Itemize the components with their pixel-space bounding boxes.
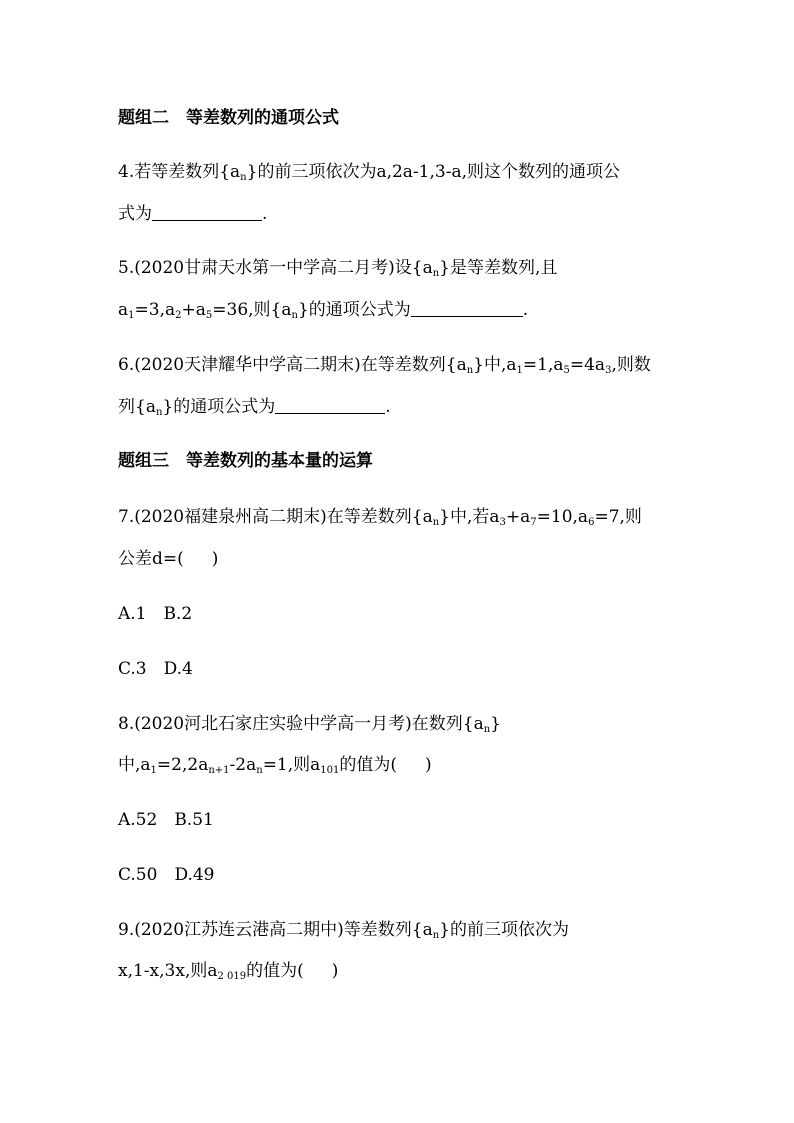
option-c[interactable]: C.3 <box>118 659 147 679</box>
question-8-line-2: 中$,a_1=2,2a_{n+1}-2a_n=1$,则$a_{101}$的值为( ) <box>118 755 432 776</box>
question-6-line-1: 6.(2020天津耀华中学高二期末)在等差数列$\{a_n\}$中$,a_1=1,a_5=4a_3$,则数 <box>118 355 651 376</box>
option-b[interactable]: B.51 <box>174 810 214 830</box>
option-a[interactable]: A.52 <box>118 810 158 830</box>
question-8-line-1: 8.(2020河北石家庄实验中学高一月考)在数列$\{a_n\}$ <box>118 714 501 735</box>
question-6-line-2: 列$\{a_n\}$的通项公式为 . <box>118 397 391 418</box>
answer-blank[interactable] <box>275 397 385 414</box>
question-8-options-ab <box>118 808 214 832</box>
question-4-line-2: 式为 . <box>118 204 268 224</box>
option-b[interactable]: B.2 <box>163 604 193 624</box>
answer-blank[interactable] <box>152 204 262 221</box>
question-7-options-ab <box>118 602 192 626</box>
question-5-line-1: 5.(2020甘肃天水第一中学高二月考)设$\{a_n\}$是等差数列,且 <box>118 258 558 279</box>
section-heading-group-3: 题组三 等差数列的基本量的运算 <box>118 451 373 471</box>
answer-blank[interactable] <box>411 300 523 317</box>
question-5-line-2: $a_1=3,a_2+a_5=36$,则$\{a_n\}$的通项公式为 . <box>118 300 529 321</box>
option-d[interactable]: D.4 <box>163 659 193 679</box>
question-9-line-2: x,1-x,3x,则$a_{2 019}$的值为( ) <box>118 961 339 982</box>
question-7-line-2: 公差d=( ) <box>118 549 219 569</box>
section-heading-group-2: 题组二 等差数列的通项公式 <box>118 108 339 128</box>
question-7-line-1: 7.(2020福建泉州高二期末)在等差数列$\{a_n\}$中,若$a_3+a_7=10,a_6=7$,则 <box>118 507 642 528</box>
option-d[interactable]: D.49 <box>174 865 215 885</box>
option-c[interactable]: C.50 <box>118 865 158 885</box>
option-a[interactable]: A.1 <box>118 604 147 624</box>
question-8-options-cd <box>118 863 215 887</box>
question-7-options-cd <box>118 657 193 681</box>
question-9-line-1: 9.(2020江苏连云港高二期中)等差数列$\{a_n\}$的前三项依次为 <box>118 920 569 941</box>
question-4-line-1: 4.若等差数列$\{a_n\}$的前三项依次为a,2a-1,3-a,则这个数列的通项公 <box>118 162 620 183</box>
